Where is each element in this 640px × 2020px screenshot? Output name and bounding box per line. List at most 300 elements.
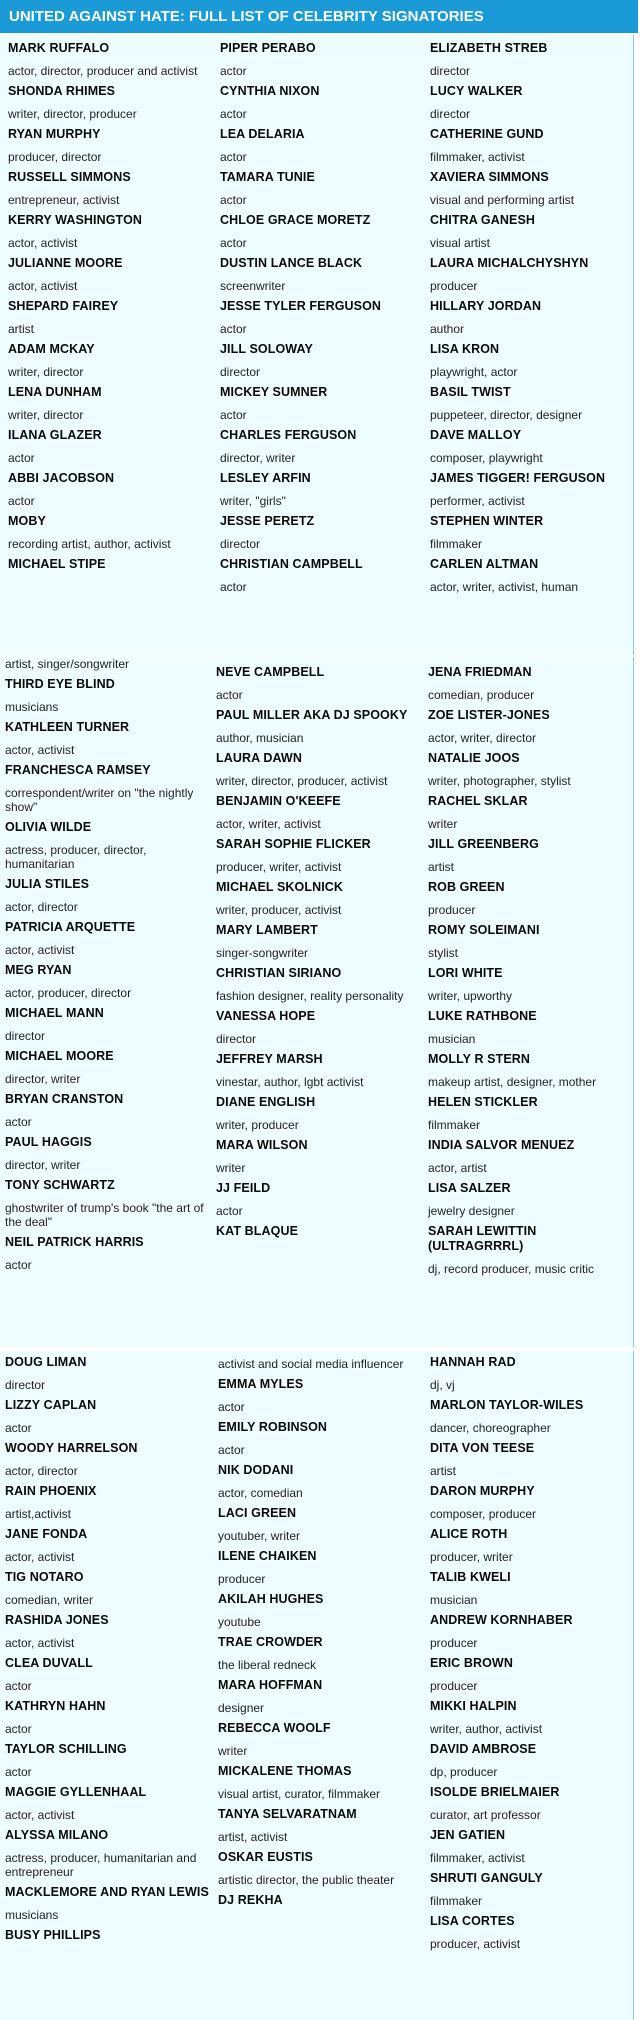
signatory-entry	[220, 428, 415, 465]
signatory-name: LACI GREEN	[218, 1506, 297, 1520]
signatory-entry	[5, 1484, 210, 1521]
signatory-role: dj, record producer, music critic	[428, 1262, 595, 1276]
signatory-name: DJ REKHA	[218, 1893, 283, 1907]
signatory-entry	[430, 1355, 630, 1392]
signatory-entry	[216, 966, 421, 1003]
signatory-entry	[430, 256, 630, 293]
signatory-role: director	[216, 1032, 257, 1046]
signatory-role: actor	[220, 236, 247, 250]
signatory-name: JAMES TIGGER! FERGUSON	[430, 471, 606, 485]
signatory-role: activist and social media influencer	[218, 1357, 404, 1371]
signatory-entry	[8, 514, 203, 551]
signatory-entry	[5, 1570, 210, 1607]
signatory-panel-1	[0, 35, 634, 655]
signatory-name: ALYSSA MILANO	[5, 1828, 109, 1842]
signatory-role: actor, writer, director	[428, 731, 537, 745]
signatory-entry	[8, 428, 203, 465]
signatory-panel-2	[0, 657, 634, 1347]
signatory-role: fashion designer, reality personality	[216, 989, 404, 1003]
signatory-entry	[430, 428, 630, 465]
signatory-entry	[5, 1398, 210, 1435]
signatory-entry	[5, 1135, 210, 1172]
signatory-entry	[216, 837, 421, 874]
signatory-role: director	[220, 365, 261, 379]
signatory-role: actor	[8, 494, 35, 508]
signatory-role: writer, producer	[216, 1118, 299, 1132]
signatory-name: OSKAR EUSTIS	[218, 1850, 313, 1864]
signatory-name: PAUL HAGGIS	[5, 1135, 92, 1149]
signatory-entry	[218, 1506, 423, 1543]
signatory-entry	[8, 41, 203, 78]
signatory-name: MEG RYAN	[5, 963, 72, 977]
signatory-entry	[5, 1613, 210, 1650]
signatory-name: JANE FONDA	[5, 1527, 88, 1541]
signatory-name: JESSE TYLER FERGUSON	[220, 299, 382, 313]
signatory-panel-3	[0, 1351, 634, 2020]
signatory-role: director	[220, 537, 261, 551]
signatory-name: MAGGIE GYLLENHAAL	[5, 1785, 147, 1799]
signatory-role: director	[5, 1029, 46, 1043]
signatory-name: WOODY HARRELSON	[5, 1441, 138, 1455]
signatory-role: actor, activist	[5, 1550, 75, 1564]
signatory-name: HILLARY JORDAN	[430, 299, 542, 313]
signatory-entry	[428, 665, 628, 702]
signatory-role: actor	[220, 193, 247, 207]
signatory-role: singer-songwriter	[216, 946, 309, 960]
signatory-name: BENJAMIN O'KEEFE	[216, 794, 341, 808]
signatory-name: OLIVIA WILDE	[5, 820, 92, 834]
signatory-name: MICHAEL MOORE	[5, 1049, 114, 1063]
signatory-entry	[5, 1828, 210, 1879]
signatory-role: filmmaker, activist	[430, 150, 525, 164]
signatory-entry	[428, 794, 628, 831]
signatory-name: ABBI JACOBSON	[8, 471, 115, 485]
signatory-entry	[5, 1235, 210, 1272]
signatory-role: producer	[430, 279, 478, 293]
signatory-role: author	[430, 322, 465, 336]
signatory-role: musicians	[5, 700, 59, 714]
signatory-entry	[430, 471, 630, 508]
signatory-name: SHONDA RHIMES	[8, 84, 116, 98]
signatory-role: producer, writer, activist	[216, 860, 342, 874]
signatory-name: MIKKI HALPIN	[430, 1699, 517, 1713]
signatory-entry	[220, 256, 415, 293]
signatory-role: playwright, actor	[430, 365, 518, 379]
signatory-name: DIANE ENGLISH	[216, 1095, 316, 1109]
signatory-entry	[220, 170, 415, 207]
signatory-name: NIK DODANI	[218, 1463, 294, 1477]
signatory-entry	[5, 763, 210, 814]
signatory-role: actor	[218, 1443, 245, 1457]
signatory-entry	[430, 1441, 630, 1478]
signatory-name: JJ FEILD	[216, 1181, 271, 1195]
signatory-name: DAVID AMBROSE	[430, 1742, 537, 1756]
signatory-role: actor	[220, 580, 247, 594]
signatory-column-1	[5, 657, 210, 1278]
signatory-entry	[428, 751, 628, 788]
signatory-role: correspondent/writer on "the nightly show"	[5, 786, 194, 814]
signatory-name: EMMA MYLES	[218, 1377, 304, 1391]
signatory-name: NATALIE JOOS	[428, 751, 520, 765]
signatory-name: XAVIERA SIMMONS	[430, 170, 549, 184]
signatory-name: MARK RUFFALO	[8, 41, 110, 55]
signatory-name: RYAN MURPHY	[8, 127, 101, 141]
signatory-entry	[5, 1699, 210, 1736]
signatory-name: CHITRA GANESH	[430, 213, 536, 227]
signatory-name: LAURA DAWN	[216, 751, 302, 765]
signatory-name: ILANA GLAZER	[8, 428, 102, 442]
signatory-column-3	[430, 1355, 630, 1957]
signatory-name: CYNTHIA NIXON	[220, 84, 320, 98]
signatory-role: writer	[428, 817, 458, 831]
signatory-name: PATRICIA ARQUETTE	[5, 920, 136, 934]
signatory-name: KATHLEEN TURNER	[5, 720, 130, 734]
signatory-role: visual and performing artist	[430, 193, 575, 207]
signatory-column-1	[5, 1355, 210, 1949]
signatory-role: actor, producer, director	[5, 986, 132, 1000]
signatory-name: PIPER PERABO	[220, 41, 316, 55]
signatory-name: TAYLOR SCHILLING	[5, 1742, 127, 1756]
signatory-entry	[218, 1678, 423, 1715]
signatory-entry	[8, 127, 203, 164]
signatory-role: actor	[220, 64, 247, 78]
signatory-name: RASHIDA JONES	[5, 1613, 109, 1627]
signatory-name: LISA CORTES	[430, 1914, 515, 1928]
signatory-name: THIRD EYE BLIND	[5, 677, 115, 691]
signatory-name: JESSE PERETZ	[220, 514, 315, 528]
signatory-role: writer, director, producer, activist	[216, 774, 388, 788]
signatory-role: director, writer	[220, 451, 296, 465]
signatory-role: youtuber, writer	[218, 1529, 301, 1543]
signatory-name: MARA HOFFMAN	[218, 1678, 323, 1692]
signatory-entry	[216, 1095, 421, 1132]
signatory-role: director	[5, 1378, 46, 1392]
signatory-entry	[428, 1095, 628, 1132]
signatory-entry	[8, 256, 203, 293]
signatory-entry	[218, 1377, 423, 1414]
signatory-role: actor	[5, 1115, 32, 1129]
signatory-name: DAVE MALLOY	[430, 428, 522, 442]
signatory-name: ALICE ROTH	[430, 1527, 508, 1541]
signatory-entry	[430, 514, 630, 551]
signatory-entry	[428, 1181, 628, 1218]
signatory-role: the liberal redneck	[218, 1658, 317, 1672]
signatory-name: NEVE CAMPBELL	[216, 665, 325, 679]
signatory-entry	[218, 1463, 423, 1500]
signatory-role: actor	[220, 107, 247, 121]
signatory-name: TRAE CROWDER	[218, 1635, 323, 1649]
signatory-name: MICHAEL SKOLNICK	[216, 880, 344, 894]
signatory-role: dancer, choreographer	[430, 1421, 551, 1435]
signatory-entry	[430, 1742, 630, 1779]
signatory-role: artistic director, the public theater	[218, 1873, 395, 1887]
signatory-name: ROMY SOLEIMANI	[428, 923, 540, 937]
signatory-name: MOBY	[8, 514, 46, 528]
signatory-entry	[430, 1785, 630, 1822]
signatory-role: artist, singer/songwriter	[5, 657, 130, 671]
signatory-role: actor	[220, 408, 247, 422]
signatory-role: director	[430, 107, 471, 121]
signatory-role: stylist	[428, 946, 458, 960]
signatory-entry	[216, 794, 421, 831]
signatory-entry	[8, 84, 203, 121]
signatory-name: MARA WILSON	[216, 1138, 308, 1152]
signatory-name: LUKE RATHBONE	[428, 1009, 537, 1023]
signatory-name: TIG NOTARO	[5, 1570, 84, 1584]
signatory-name: CATHERINE GUND	[430, 127, 544, 141]
signatory-entry	[428, 923, 628, 960]
signatory-name: NEIL PATRICK HARRIS	[5, 1235, 144, 1249]
signatory-entry	[430, 1914, 630, 1951]
signatory-name: ANDREW KORNHABER	[430, 1613, 573, 1627]
signatory-entry	[5, 963, 210, 1000]
signatory-entry	[430, 41, 630, 78]
signatory-entry	[8, 213, 203, 250]
signatory-name: KATHRYN HAHN	[5, 1699, 106, 1713]
signatory-entry	[220, 385, 415, 422]
signatory-role: actress, producer, director, humanitarian	[5, 843, 147, 871]
signatory-name: EMILY ROBINSON	[218, 1420, 328, 1434]
signatory-name: MACKLEMORE AND RYAN LEWIS	[5, 1885, 209, 1899]
signatory-entry	[428, 837, 628, 874]
signatory-name: LIZZY CAPLAN	[5, 1398, 97, 1412]
signatory-role: writer, upworthy	[428, 989, 513, 1003]
signatory-role: actor, activist	[8, 236, 78, 250]
signatory-name: ERIC BROWN	[430, 1656, 513, 1670]
signatory-entry	[5, 1049, 210, 1086]
signatory-entry	[430, 1484, 630, 1521]
signatory-name: TALIB KWELI	[430, 1570, 511, 1584]
signatory-name: MICKALENE THOMAS	[218, 1764, 352, 1778]
signatory-role: recording artist, author, activist	[8, 537, 171, 551]
signatory-column-1	[8, 41, 203, 578]
signatory-role: writer, producer, activist	[216, 903, 342, 917]
signatory-role: comedian, producer	[428, 688, 535, 702]
signatory-entry	[5, 1785, 210, 1822]
signatory-name: RACHEL SKLAR	[428, 794, 528, 808]
signatory-role: author, musician	[216, 731, 304, 745]
signatory-name: SARAH LEWITTIN (ULTRAGRRRL)	[428, 1224, 537, 1253]
signatory-name: BASIL TWIST	[430, 385, 511, 399]
signatory-name: JEFFREY MARSH	[216, 1052, 323, 1066]
signatory-name: MICKEY SUMNER	[220, 385, 328, 399]
signatory-name: JULIANNE MOORE	[8, 256, 123, 270]
signatory-name: MARLON TAYLOR-WILES	[430, 1398, 584, 1412]
signatory-entry	[216, 1009, 421, 1046]
signatory-name: FRANCHESCA RAMSEY	[5, 763, 151, 777]
signatory-entry	[428, 708, 628, 745]
signatory-role: entrepreneur, activist	[8, 193, 120, 207]
signatory-entry	[5, 1527, 210, 1564]
signatory-entry	[218, 1420, 423, 1457]
signatory-entry	[8, 557, 203, 572]
signatory-role: producer	[218, 1572, 266, 1586]
signatory-name: LENA DUNHAM	[8, 385, 102, 399]
signatory-role: puppeteer, director, designer	[430, 408, 583, 422]
signatory-role: musician	[428, 1032, 476, 1046]
signatory-entry	[218, 1549, 423, 1586]
signatory-role: actor	[218, 1400, 245, 1414]
signatory-name: TAMARA TUNIE	[220, 170, 315, 184]
signatory-role: musician	[430, 1593, 478, 1607]
signatory-role: actor	[8, 451, 35, 465]
signatory-role: writer	[218, 1744, 248, 1758]
signatory-name: KERRY WASHINGTON	[8, 213, 143, 227]
signatory-role: actor, director, producer and activist	[8, 64, 198, 78]
signatory-name: PAUL MILLER AKA DJ SPOOKY	[216, 708, 408, 722]
signatory-name: VANESSA HOPE	[216, 1009, 316, 1023]
signatory-entry	[428, 1224, 628, 1276]
signatory-role: actor, activist	[5, 1808, 75, 1822]
signatory-role: designer	[218, 1701, 265, 1715]
signatory-entry	[430, 342, 630, 379]
signatory-role: producer	[430, 1679, 478, 1693]
signatory-entry	[5, 1178, 210, 1229]
signatory-entry	[216, 880, 421, 917]
signatory-name: ISOLDE BRIELMAIER	[430, 1785, 560, 1799]
signatory-role: dj, vj	[430, 1378, 455, 1392]
signatory-role: director, writer	[5, 1158, 81, 1172]
page-title: UNITED AGAINST HATE: FULL LIST OF CELEBRITY SIGNATORIES	[0, 0, 638, 33]
signatory-entry	[220, 299, 415, 336]
signatory-name: KAT BLAQUE	[216, 1224, 299, 1238]
signatory-entry	[220, 342, 415, 379]
signatory-name: MARY LAMBERT	[216, 923, 318, 937]
signatory-entry	[430, 1527, 630, 1564]
signatory-name: CHRISTIAN CAMPBELL	[220, 557, 363, 571]
signatory-name: JEN GATIEN	[430, 1828, 506, 1842]
signatory-column-3	[428, 665, 628, 1282]
signatory-role: actor, director	[5, 1464, 78, 1478]
signatory-name: REBECCA WOOLF	[218, 1721, 331, 1735]
signatory-entry	[5, 877, 210, 914]
signatory-role: writer	[216, 1161, 246, 1175]
signatory-name: TANYA SELVARATNAM	[218, 1807, 357, 1821]
signatory-name: AKILAH HUGHES	[218, 1592, 324, 1606]
signatory-role: youtube	[218, 1615, 261, 1629]
signatory-role: artist	[8, 322, 35, 336]
signatory-entry	[428, 880, 628, 917]
signatory-name: DITA VON TEESE	[430, 1441, 535, 1455]
signatory-entry	[218, 1807, 423, 1844]
signatory-role: director	[430, 64, 471, 78]
signatory-name: JENA FRIEDMAN	[428, 665, 532, 679]
signatory-column-2	[218, 1357, 423, 1914]
signatory-entry	[5, 677, 210, 714]
signatory-name: LORI WHITE	[428, 966, 503, 980]
signatory-entry	[428, 1009, 628, 1046]
signatory-role: actor, director	[5, 900, 78, 914]
signatory-role: actress, producer, humanitarian and entrepreneur	[5, 1851, 197, 1879]
signatory-role: artist	[428, 860, 455, 874]
signatory-entry	[220, 41, 415, 78]
signatory-entry	[8, 170, 203, 207]
signatory-role: filmmaker	[428, 1118, 481, 1132]
signatory-role: producer	[428, 903, 476, 917]
signatory-role: actor, writer, activist, human	[430, 580, 579, 594]
signatory-name: LESLEY ARFIN	[220, 471, 311, 485]
signatory-entry	[220, 213, 415, 250]
signatory-role: actor	[5, 1722, 32, 1736]
signatory-entry	[428, 1052, 628, 1089]
signatory-entry	[8, 342, 203, 379]
signatory-role: director, writer	[5, 1072, 81, 1086]
signatory-role: dp, producer	[430, 1765, 498, 1779]
signatory-entry	[428, 966, 628, 1003]
signatory-name: STEPHEN WINTER	[430, 514, 544, 528]
signatory-entry	[430, 170, 630, 207]
signatory-entry	[5, 1092, 210, 1129]
signatory-role: producer	[430, 1636, 478, 1650]
signatory-name: JILL SOLOWAY	[220, 342, 313, 356]
signatory-entry	[430, 1871, 630, 1908]
signatory-name: JILL GREENBERG	[428, 837, 539, 851]
signatory-entry	[430, 557, 630, 594]
signatory-role: makeup artist, designer, mother	[428, 1075, 597, 1089]
signatory-role: musicians	[5, 1908, 59, 1922]
signatory-role: visual artist	[430, 236, 491, 250]
signatory-role: actor	[5, 1258, 32, 1272]
signatory-name: DUSTIN LANCE BLACK	[220, 256, 363, 270]
signatory-entry	[218, 1592, 423, 1629]
signatory-role: filmmaker, activist	[430, 1851, 525, 1865]
signatory-role: actor	[216, 688, 243, 702]
signatory-name: CHLOE GRACE MORETZ	[220, 213, 371, 227]
signatory-role: artist, activist	[218, 1830, 288, 1844]
signatory-name: ROB GREEN	[428, 880, 505, 894]
signatory-entry	[220, 557, 415, 594]
signatory-name: MICHAEL STIPE	[8, 557, 106, 571]
signatory-entry	[218, 1850, 423, 1887]
signatory-role: filmmaker	[430, 537, 483, 551]
signatory-role: filmmaker	[430, 1894, 483, 1908]
signatory-entry	[430, 385, 630, 422]
signatory-entry	[5, 1656, 210, 1693]
signatory-name: HELEN STICKLER	[428, 1095, 538, 1109]
signatory-role: actor	[5, 1679, 32, 1693]
signatory-entry	[430, 84, 630, 121]
signatory-entry	[216, 708, 421, 745]
signatory-role: jewelry designer	[428, 1204, 515, 1218]
signatory-role: performer, activist	[430, 494, 525, 508]
signatory-role: composer, producer	[430, 1507, 537, 1521]
signatory-name: CARLEN ALTMAN	[430, 557, 539, 571]
signatory-column-2	[220, 41, 415, 600]
signatory-name: LISA SALZER	[428, 1181, 511, 1195]
signatory-role: producer, activist	[430, 1937, 521, 1951]
signatory-name: CHRISTIAN SIRIANO	[216, 966, 342, 980]
signatory-role: writer, "girls"	[220, 494, 286, 508]
signatory-name: MICHAEL MANN	[5, 1006, 104, 1020]
signatory-column-3	[430, 41, 630, 600]
signatory-role: actor, comedian	[218, 1486, 303, 1500]
signatory-role: actor	[216, 1204, 243, 1218]
signatory-entry	[430, 299, 630, 336]
signatory-entry	[216, 1181, 421, 1218]
signatory-name: RAIN PHOENIX	[5, 1484, 97, 1498]
signatory-entry	[8, 471, 203, 508]
signatory-name: MOLLY R STERN	[428, 1052, 531, 1066]
signatory-role: writer, author, activist	[430, 1722, 543, 1736]
signatory-entry	[8, 299, 203, 336]
signatory-name: INDIA SALVOR MENUEZ	[428, 1138, 575, 1152]
signatory-role: artist,activist	[5, 1507, 72, 1521]
signatory-entry	[428, 1138, 628, 1175]
signatory-name: JULIA STILES	[5, 877, 90, 891]
signatory-name: DARON MURPHY	[430, 1484, 535, 1498]
signatory-role: actor, activist	[5, 943, 75, 957]
signatory-entry	[216, 751, 421, 788]
